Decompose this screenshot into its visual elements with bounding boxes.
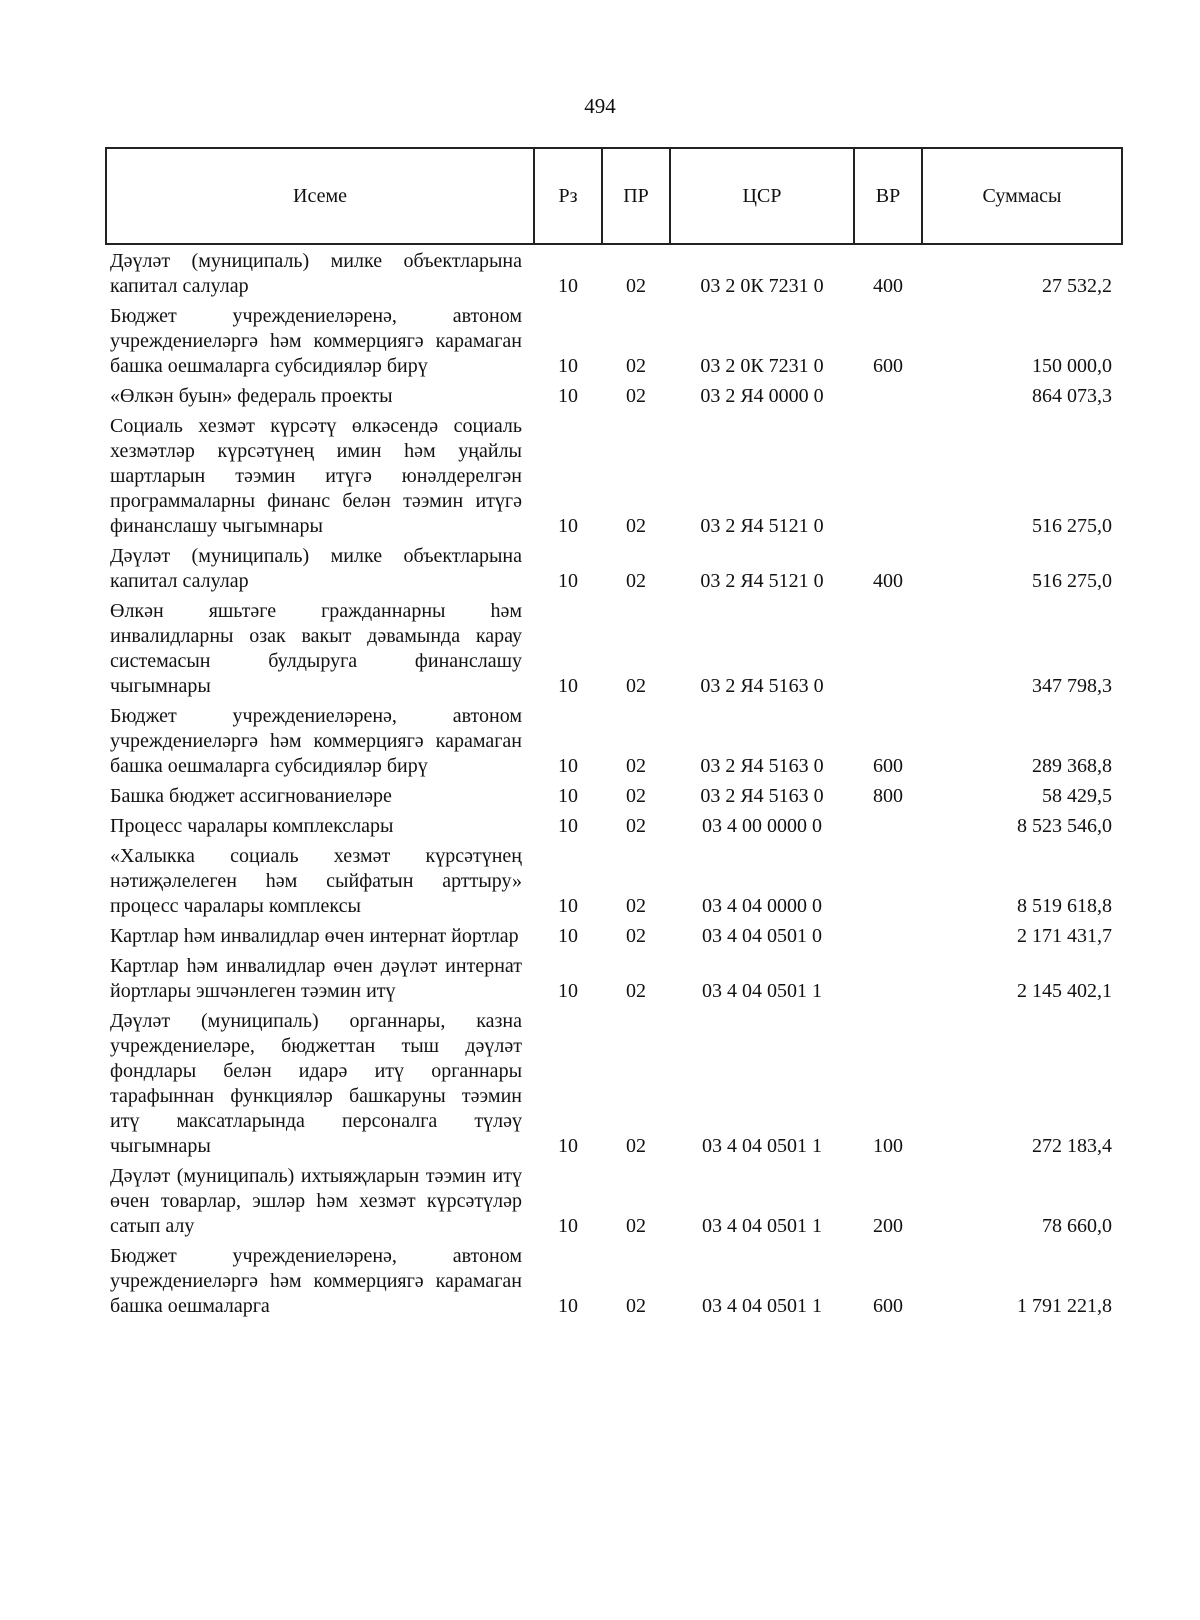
row-csr: 03 2 Я4 5121 0 [700,570,824,592]
row-csr: 03 2 Я4 5121 0 [700,515,824,537]
row-name: Башка бюджет ассигнованиеләре [110,785,392,807]
table-row [106,597,1122,702]
row-name: Бюджет учреждениеләренә, автоном учреждениеләргә һәм коммерциягә карамаган башка оешмаларга субсидияләр бирү [110,305,522,377]
row-sum: 272 183,4 [1032,1135,1112,1157]
row-rz: 10 [558,385,578,407]
table-row [106,812,1122,842]
row-name: «Өлкән буын» федераль проекты [110,385,393,407]
row-sum: 8 523 546,0 [1017,815,1112,837]
row-name: Дәүләт (муниципаль) милке объектларына капитал салулар [110,250,522,297]
row-rz: 10 [558,755,578,777]
row-rz: 10 [558,1295,578,1317]
row-pr: 02 [626,980,646,1002]
row-vr: 600 [873,755,903,777]
row-vr [854,597,922,702]
table-row [106,702,1122,782]
row-sum: 2 171 431,7 [1017,925,1112,947]
row-pr: 02 [626,925,646,947]
table-row [106,842,1122,922]
row-csr: 03 2 Я4 5163 0 [700,785,824,807]
row-sum: 864 073,3 [1032,385,1112,407]
row-pr: 02 [626,570,646,592]
header-rz: Рз [534,148,602,244]
row-name: Социаль хезмәт күрсәтү өлкәсендә социаль хезмәтләр күрсәтүнең имин һәм уңайлы шартларын тәэмин итүгә юнәлдерелгән программаларны финанс белән тәэмин итүгә финанслашу чыгымнары [110,415,522,537]
row-sum: 2 145 402,1 [1017,980,1112,1002]
row-csr: 03 2 Я4 0000 0 [700,385,824,407]
row-pr: 02 [626,515,646,537]
row-vr [854,952,922,1007]
row-csr: 03 2 0К 7231 0 [700,355,824,377]
row-sum: 78 660,0 [1042,1215,1112,1237]
row-rz: 10 [558,1135,578,1157]
row-pr: 02 [626,785,646,807]
row-vr [854,412,922,542]
table-row [106,412,1122,542]
row-name: Бюджет учреждениеләренә, автоном учреждениеләргә һәм коммерциягә карамаган башка оешмаларга [110,1245,522,1317]
row-csr: 03 4 04 0501 1 [702,1295,822,1317]
row-pr: 02 [626,755,646,777]
row-pr: 02 [626,385,646,407]
row-name: Дәүләт (муниципаль) органнары, казна учреждениеләре, бюджеттан тыш дәүләт фондлары белән идарә итү органнары тарафыннан функцияләр башкаруны тәэмин итү максатларында персоналга түләү чыгымнары [110,1010,522,1157]
row-rz: 10 [558,925,578,947]
row-vr: 100 [873,1135,903,1157]
row-vr: 600 [873,355,903,377]
row-name: Дәүләт (муниципаль) ихтыяҗларын тәэмин итү өчен товарлар, эшләр һәм хезмәт күрсәтүләр сатып алу [110,1165,522,1237]
row-sum: 347 798,3 [1032,675,1112,697]
row-pr: 02 [626,895,646,917]
row-csr: 03 2 Я4 5163 0 [700,675,824,697]
row-vr: 800 [873,785,903,807]
row-pr: 02 [626,675,646,697]
header-csr: ЦСР [670,148,854,244]
row-vr: 600 [873,1295,903,1317]
row-name: Процесс чаралары комплекслары [110,815,394,837]
header-name: Исеме [106,148,534,244]
row-csr: 03 4 04 0501 1 [702,980,822,1002]
row-rz: 10 [558,570,578,592]
table-row [106,382,1122,412]
row-csr: 03 4 04 0501 1 [702,1135,822,1157]
table-row [106,302,1122,382]
row-name: Бюджет учреждениеләренә, автоном учреждениеләргә һәм коммерциягә карамаган башка оешмаларга субсидияләр бирү [110,705,522,777]
page-number: 494 [584,94,616,118]
row-sum: 516 275,0 [1032,570,1112,592]
row-rz: 10 [558,980,578,1002]
row-rz: 10 [558,355,578,377]
row-rz: 10 [558,675,578,697]
row-name: Картлар һәм инвалидлар өчен интернат йортлар [110,925,519,947]
row-csr: 03 2 Я4 5163 0 [700,755,824,777]
row-rz: 10 [558,895,578,917]
row-sum: 289 368,8 [1032,755,1112,777]
header-pr: ПР [602,148,670,244]
row-vr [854,842,922,922]
row-sum: 27 532,2 [1042,275,1112,297]
budget-table [105,147,1123,1322]
row-rz: 10 [558,815,578,837]
row-rz: 10 [558,785,578,807]
row-pr: 02 [626,275,646,297]
row-csr: 03 2 0К 7231 0 [700,275,824,297]
table-row [106,1242,1122,1322]
row-vr [854,812,922,842]
row-rz: 10 [558,1215,578,1237]
row-vr [854,382,922,412]
row-csr: 03 4 00 0000 0 [702,815,822,837]
row-sum: 1 791 221,8 [1017,1295,1112,1317]
table-body [106,244,1122,1322]
row-name: «Халыкка социаль хезмәт күрсәтүнең нәтиҗәлелеген һәм сыйфатын арттыру» процесс чаралары комплексы [110,845,522,917]
row-vr: 400 [873,275,903,297]
header-sum: Суммасы [922,148,1122,244]
header-vr: ВР [854,148,922,244]
row-pr: 02 [626,355,646,377]
row-vr: 200 [873,1215,903,1237]
table-row [106,952,1122,1007]
table-row [106,1162,1122,1242]
row-vr: 400 [873,570,903,592]
table-header-row [106,148,1122,244]
table-row [106,922,1122,952]
row-csr: 03 4 04 0501 1 [702,1215,822,1237]
table-row [106,1007,1122,1162]
row-pr: 02 [626,815,646,837]
row-csr: 03 4 04 0501 0 [702,925,822,947]
row-sum: 8 519 618,8 [1017,895,1112,917]
row-sum: 150 000,0 [1032,355,1112,377]
row-pr: 02 [626,1215,646,1237]
row-name: Дәүләт (муниципаль) милке объектларына капитал салулар [110,545,522,592]
table-row [106,542,1122,597]
row-rz: 10 [558,275,578,297]
row-sum: 58 429,5 [1042,785,1112,807]
row-csr: 03 4 04 0000 0 [702,895,822,917]
table-row [106,244,1122,302]
row-name: Өлкән яшьтәге гражданнарны һәм инвалидларны озак вакыт дәвамында карау системасын булдыруга финанслашу чыгымнары [110,600,522,697]
row-rz: 10 [558,515,578,537]
row-vr [854,922,922,952]
row-pr: 02 [626,1135,646,1157]
row-name: Картлар һәм инвалидлар өчен дәүләт интернат йортлары эшчәнлеген тәэмин итү [110,955,522,1002]
row-sum: 516 275,0 [1032,515,1112,537]
table-row [106,782,1122,812]
row-pr: 02 [626,1295,646,1317]
